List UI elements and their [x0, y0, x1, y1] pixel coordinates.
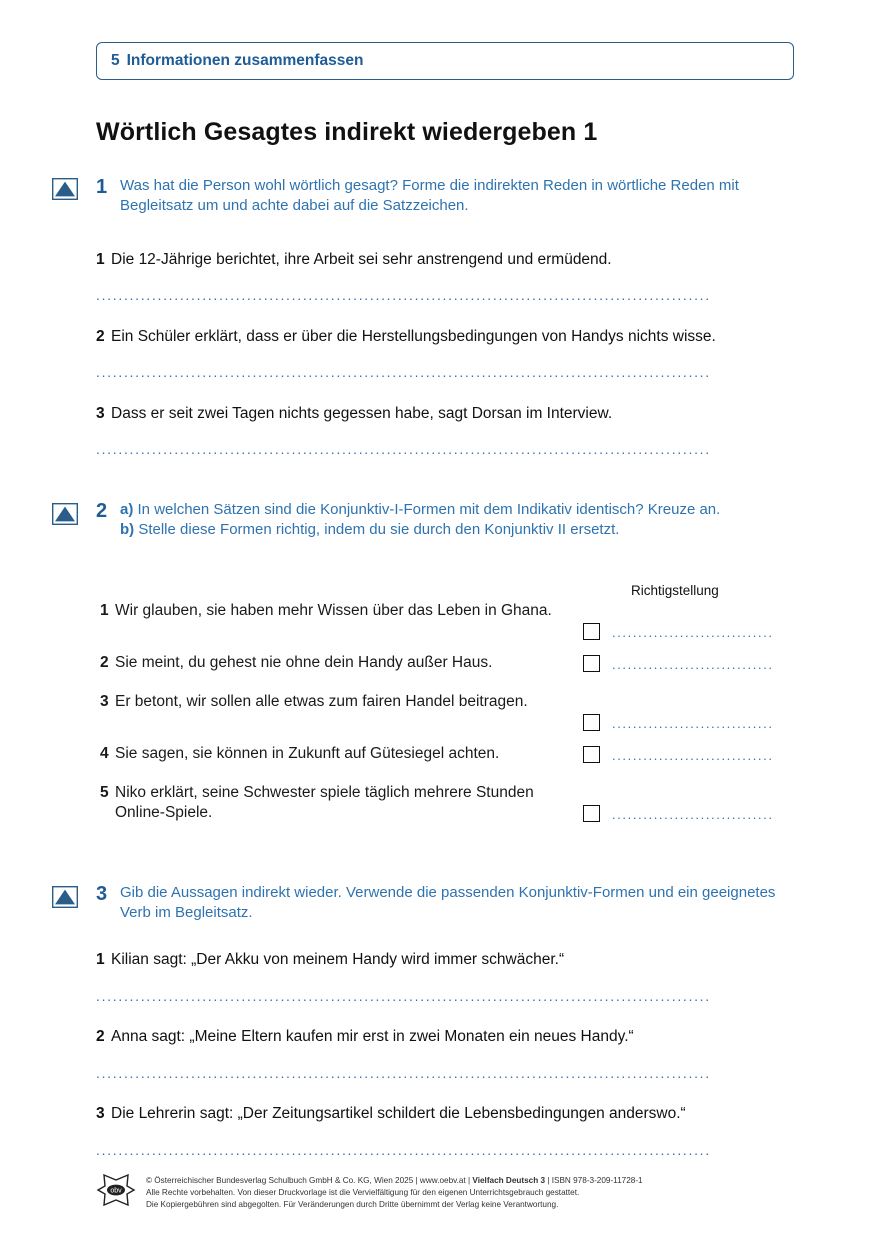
chapter-header — [96, 42, 794, 80]
exercise-2-label-a: a) — [120, 501, 134, 518]
exercise-marker-icon-1 — [52, 178, 78, 200]
exercise-1-answer-line-2[interactable] — [96, 364, 780, 380]
column-header-richtigstellung: Richtigstellung — [631, 583, 719, 598]
exercise-3-item-3 — [96, 1104, 796, 1124]
footer-book-title: Vielfach Deutsch 3 — [472, 1176, 546, 1185]
exercise-3-answer-line-3[interactable] — [96, 1142, 780, 1158]
chapter-number: 5 — [111, 52, 120, 69]
answer-dotted-line[interactable]: .............................................................................................................. — [96, 1142, 711, 1158]
item-number: 2 — [96, 1028, 105, 1045]
item-text: Dass er seit zwei Tagen nichts gegessen habe, sagt Dorsan im Interview. — [111, 405, 613, 422]
table-row — [100, 744, 796, 777]
table-row — [100, 692, 796, 738]
item-text: Die 12-Jährige berichtet, ihre Arbeit sei sehr anstrengend und ermüdend. — [111, 251, 612, 268]
answer-dotted-line[interactable]: .............................................................................................................. — [96, 441, 711, 457]
chapter-title: Informationen zusammenfassen — [126, 52, 364, 69]
footer-line3: Die Kopiergebühren sind abgegolten. Für Veränderungen durch Dritte übernimmt der Verlag keine Verantwortung. — [146, 1199, 559, 1209]
answer-dotted-line[interactable]: .............................................................................................................. — [96, 287, 711, 303]
exercise-3 — [96, 883, 796, 923]
exercise-3-item-2 — [96, 1027, 796, 1047]
footer-line2: Alle Rechte vorbehalten. Von dieser Druckvorlage ist die Vervielfältigung für den eigenen Unterrichtsgebrauch gestattet. — [146, 1187, 580, 1197]
answer-dotted-line[interactable]: .............................................................................................................. — [96, 1065, 711, 1081]
item-text: Er betont, wir sollen alle etwas zum fairen Handel beitragen. — [115, 693, 528, 710]
item-text: Wir glauben, sie haben mehr Wissen über das Leben in Ghana. — [115, 602, 552, 619]
exercise-1-number: 1 — [96, 176, 108, 198]
exercise-2-table — [100, 601, 796, 835]
exercise-1-answer-line-3[interactable] — [96, 441, 774, 457]
exercise-1-item-2 — [96, 327, 796, 347]
page-title: Wörtlich Gesagtes indirekt wiedergeben 1 — [96, 118, 598, 146]
item-number: 3 — [96, 405, 105, 422]
exercise-3-instruction: Gib die Aussagen indirekt wieder. Verwende die passenden Konjunktiv-Formen und ein geeignetes Verb im Begleitsatz. — [120, 884, 776, 921]
correction-line-5[interactable]: ............................... — [612, 807, 774, 822]
exercise-2-label-b: b) — [120, 520, 135, 538]
item-number: 2 — [96, 328, 105, 345]
exercise-3-number: 3 — [96, 883, 108, 905]
item-text: Ein Schüler erklärt, dass er über die Herstellungsbedingungen von Handys nichts wisse. — [111, 328, 716, 345]
table-row — [100, 601, 796, 647]
checkbox-item-2[interactable] — [583, 655, 600, 672]
answer-dotted-line[interactable]: .............................................................................................................. — [96, 364, 711, 380]
item-number: 1 — [96, 951, 105, 968]
item-text: Die Lehrerin sagt: „Der Zeitungsartikel schildert die Lebensbedingungen anderswo.“ — [111, 1105, 686, 1122]
exercise-1 — [96, 176, 796, 216]
footer — [96, 1175, 796, 1211]
checkbox-item-3[interactable] — [583, 714, 600, 731]
svg-text:obv: obv — [110, 1187, 122, 1195]
table-row — [100, 653, 796, 686]
checkbox-item-4[interactable] — [583, 746, 600, 763]
checkbox-item-1[interactable] — [583, 623, 600, 640]
correction-line-3[interactable]: ............................... — [612, 716, 774, 731]
publisher-logo-icon — [96, 1173, 136, 1207]
exercise-3-answer-line-1[interactable] — [96, 988, 780, 1004]
exercise-2 — [96, 500, 796, 540]
exercise-1-item-1 — [96, 250, 796, 270]
item-text: Anna sagt: „Meine Eltern kaufen mir erst in zwei Monaten ein neues Handy.“ — [111, 1028, 634, 1045]
exercise-2-instruction-a: In welchen Sätzen sind die Konjunktiv-I-Formen mit dem Indikativ identisch? Kreuze an. — [133, 501, 721, 518]
exercise-3-item-1 — [96, 950, 796, 970]
exercise-marker-icon-3 — [52, 886, 78, 908]
footer-line1-c: | ISBN 978-3-209-11728-1 — [545, 1176, 643, 1185]
item-number: 1 — [96, 251, 105, 268]
item-text: Sie sagen, sie können in Zukunft auf Gütesiegel achten. — [115, 745, 500, 762]
table-row — [100, 783, 796, 829]
footer-line1-a: © Österreichischer Bundesverlag Schulbuch GmbH & Co. KG, Wien 2025 | www.oebv.at | — [146, 1176, 473, 1185]
correction-line-4[interactable]: ............................... — [612, 748, 774, 763]
item-number: 3 — [100, 693, 109, 710]
answer-dotted-line[interactable]: .............................................................................................................. — [96, 988, 711, 1004]
correction-line-2[interactable]: ............................... — [612, 657, 774, 672]
exercise-marker-icon-2 — [52, 503, 78, 525]
exercise-2-instruction-b: Stelle diese Formen richtig, indem du sie durch den Konjunktiv II ersetzt. — [134, 520, 620, 538]
exercise-3-answer-line-2[interactable] — [96, 1065, 780, 1081]
item-text: Niko erklärt, seine Schwester spiele täglich mehrere Stunden Online-Spiele. — [115, 784, 534, 822]
item-text: Kilian sagt: „Der Akku von meinem Handy wird immer schwächer.“ — [111, 951, 565, 968]
exercise-1-instruction: Was hat die Person wohl wörtlich gesagt? Forme die indirekten Reden in wörtliche Reden mit Begleitsatz um und achte dabei auf die Satzzeichen. — [120, 177, 739, 214]
item-number: 5 — [100, 784, 109, 801]
correction-line-1[interactable]: ............................... — [612, 625, 774, 640]
checkbox-item-5[interactable] — [583, 805, 600, 822]
exercise-2-number: 2 — [96, 500, 108, 522]
item-number: 1 — [100, 602, 109, 619]
exercise-1-answer-line-1[interactable] — [96, 287, 780, 303]
exercise-1-item-3 — [96, 404, 796, 424]
item-number: 4 — [100, 745, 109, 762]
item-number: 2 — [100, 654, 109, 671]
item-number: 3 — [96, 1105, 105, 1122]
item-text: Sie meint, du gehest nie ohne dein Handy außer Haus. — [115, 654, 493, 671]
